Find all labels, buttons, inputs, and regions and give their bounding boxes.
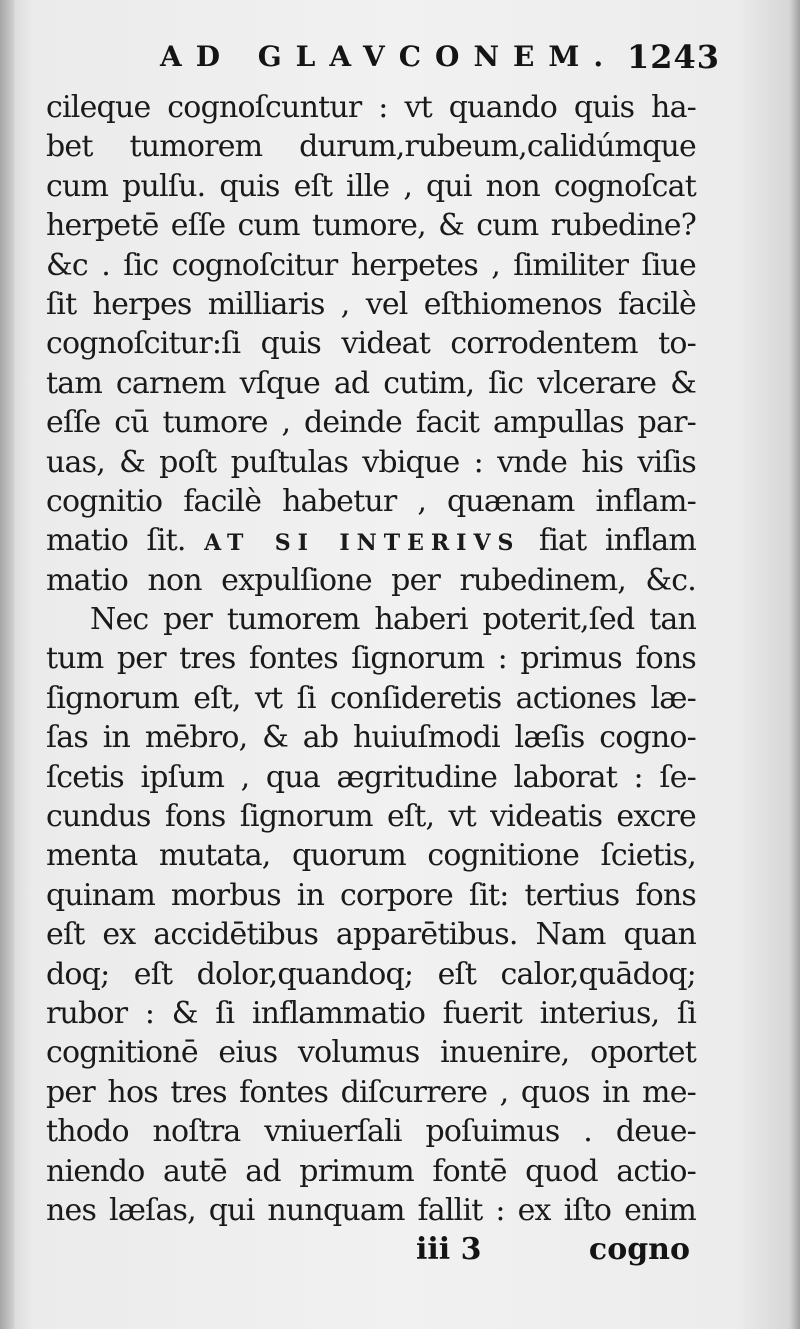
- text-line: uas, & poſt puſtulas vbique : vnde his viſis: [46, 444, 696, 480]
- running-title: AD GLAVCONEM.: [160, 40, 618, 73]
- text-line: cundus fons ſignorum eſt, vt videatis excre: [46, 799, 696, 835]
- text-line: cum pulſu. quis eſt ille , qui non cognoſcat: [46, 168, 696, 204]
- text-line: cileque cognoſcuntur : vt quando quis ha-: [46, 90, 696, 125]
- text-line: menta mutata, quorum cognitione ſcietis,: [46, 838, 696, 874]
- text-line: [46, 521, 696, 560]
- running-head: [160, 40, 720, 86]
- body-text: [46, 88, 696, 1230]
- text-line: per hos tres fontes diſcurrere , quos in me-: [46, 1074, 696, 1110]
- text-line: eſt ex accidētibus apparētibus. Nam quan: [46, 917, 696, 953]
- text-line: ſcetis ipſum , qua ægritudine laborat : ſe-: [46, 759, 696, 795]
- text-line: herpetē eſſe cum tumore, & cum rubedine?: [46, 208, 696, 244]
- text-line: cognoſcitur:ſi quis videat corrodentem to-: [46, 326, 696, 362]
- text-line: ſit herpes milliaris , vel eſthiomenos facilè: [46, 286, 696, 322]
- page-number: 1243: [626, 38, 720, 76]
- text-segment: matio ſit.: [46, 523, 186, 559]
- small-caps-phrase: AT SI INTERIVS: [204, 530, 521, 557]
- catchword: cogno: [588, 1232, 690, 1267]
- text-segment: fiat inflam: [538, 523, 696, 559]
- text-line: Nec per tumorem haberi poterit,ſed tan: [90, 602, 696, 638]
- signature-mark: iii 3: [416, 1232, 482, 1267]
- text-line: cognitio facilè habetur , quænam inflam-: [46, 483, 696, 519]
- text-line: ſas in mēbro, & ab huiuſmodi læſis cogno-: [46, 720, 696, 756]
- text-line: doq; eſt dolor,quandoq; eſt calor,quādoq;: [46, 956, 696, 992]
- text-line: quinam morbus in corpore ſit: tertius fons: [46, 877, 696, 913]
- text-line: &c . ſic cognoſcitur herpetes , ſimiliter ſiue: [46, 247, 696, 283]
- text-line: nes læſas, qui nunquam fallit : ex iſto enim: [46, 1192, 696, 1228]
- text-line: niendo autē ad primum fontē quod actio-: [46, 1153, 696, 1189]
- page-footer: [360, 1232, 690, 1272]
- text-line: eſſe cū tumore , deinde facit ampullas par-: [46, 405, 696, 441]
- text-line: thodo noſtra vniuerſali poſuimus . deue-: [46, 1114, 696, 1150]
- text-line: rubor : & ſi inflammatio fuerit interius, ſi: [46, 995, 696, 1031]
- text-line: cognitionē eius volumus inuenire, oportet: [46, 1035, 696, 1071]
- text-line: ſignorum eſt, vt ſi conſideretis actiones læ-: [46, 680, 696, 716]
- text-line: bet tumorem durum,rubeum,calidúmque: [46, 129, 696, 165]
- text-line: tam carnem vſque ad cutim, ſic vlcerare &: [46, 365, 696, 401]
- text-line: tum per tres fontes ſignorum : primus fons: [46, 641, 696, 677]
- text-line: matio non expulſione per rubedinem, &c.: [46, 562, 696, 598]
